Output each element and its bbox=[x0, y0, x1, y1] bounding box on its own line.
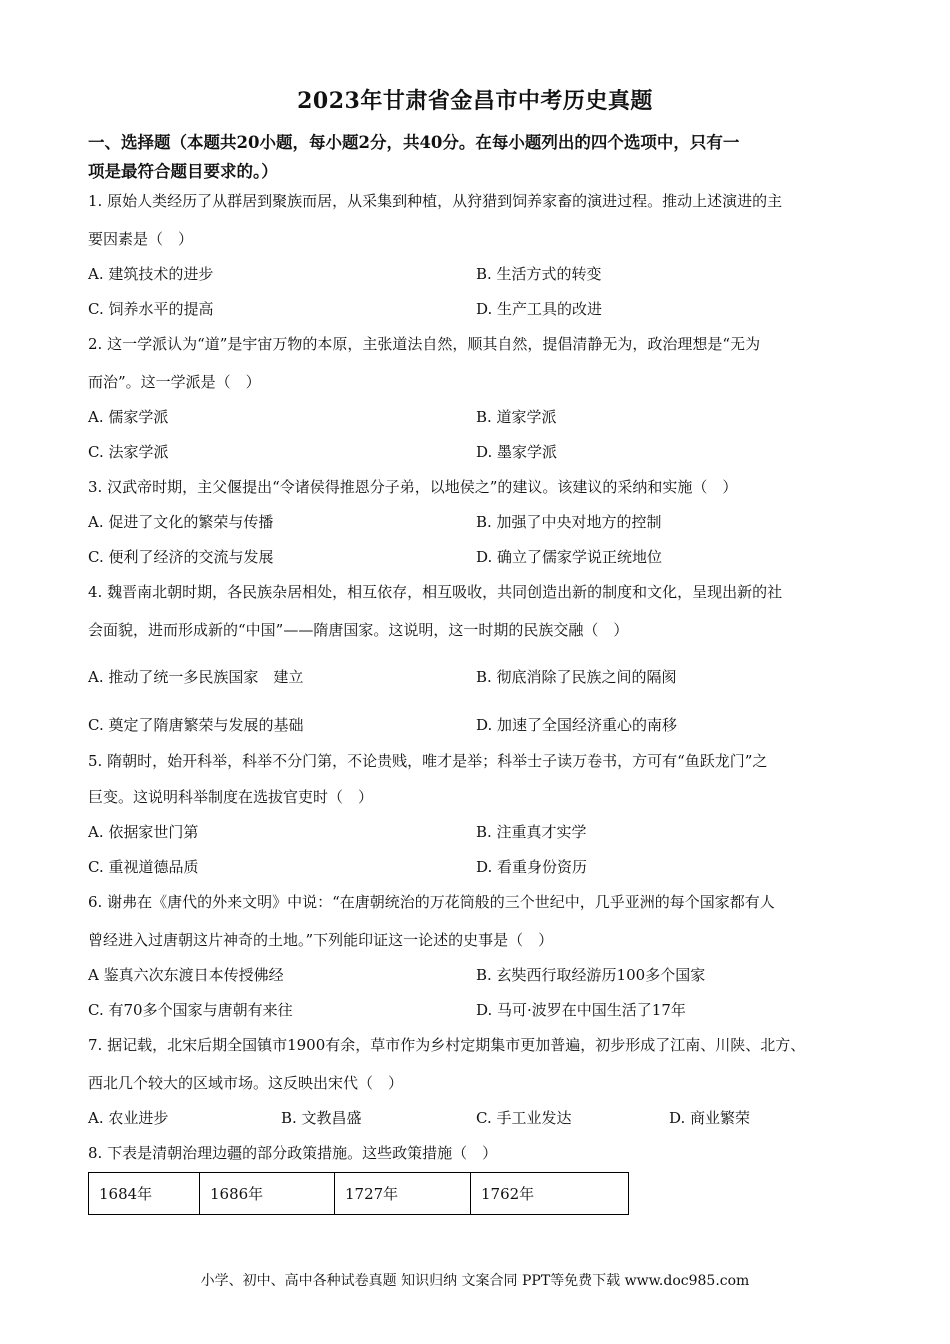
table-cell-1727: 1727年 bbox=[335, 1173, 471, 1215]
q5-option-d: D. 看重身份资历 bbox=[476, 858, 588, 876]
q3-option-d: D. 确立了儒家学说正统地位 bbox=[476, 548, 663, 566]
q1-stem-line1: 1. 原始人类经历了从群居到聚族而居，从采集到种植，从狩猎到饲养家畜的演进过程。推动上述演进的主 bbox=[88, 192, 783, 210]
q4-option-a: A. 推动了统一多民族国家 建立 bbox=[88, 668, 304, 686]
q4-option-c: C. 奠定了隋唐繁荣与发展的基础 bbox=[88, 716, 304, 734]
table-cell-1684: 1684年 bbox=[89, 1173, 200, 1215]
q5-stem-line1: 5. 隋朝时，始开科举，科举不分门第，不论贵贱，唯才是举；科举士子读万卷书，方可有“鱼跃龙门”之 bbox=[88, 752, 768, 770]
q1-option-c: C. 饲养水平的提高 bbox=[88, 300, 214, 318]
q1-option-b: B. 生活方式的转变 bbox=[476, 265, 602, 283]
page-footer: 小学、初中、高中各种试卷真题 知识归纳 文案合同 PPT等免费下载 www.doc985.com bbox=[200, 1273, 750, 1289]
q1-option-a: A. 建筑技术的进步 bbox=[88, 265, 214, 283]
q6-stem-line2: 曾经进入过唐朝这片神奇的土地。”下列能印证这一论述的史事是（ ） bbox=[88, 931, 554, 949]
q4-option-d: D. 加速了全国经济重心的南移 bbox=[476, 716, 678, 734]
q6-stem-line1: 6. 谢弗在《唐代的外来文明》中说：“在唐朝统治的万花筒般的三个世纪中，几乎亚洲的每个国家都有人 bbox=[88, 893, 775, 911]
q5-option-b: B. 注重真才实学 bbox=[476, 823, 587, 841]
q7-option-d: D. 商业繁荣 bbox=[669, 1109, 751, 1127]
table-row bbox=[89, 1173, 629, 1215]
q6-option-a: A 鉴真六次东渡日本传授佛经 bbox=[88, 966, 284, 984]
q5-stem-line2: 巨变。这说明科举制度在选拔官吏时（ ） bbox=[88, 788, 374, 806]
table-cell-1762: 1762年 bbox=[471, 1173, 629, 1215]
q2-stem-line1: 2. 这一学派认为“道”是宇宙万物的本原，主张道法自然，顺其自然，提倡清静无为，政治理想是“无为 bbox=[88, 335, 761, 353]
q7-stem-line1: 7. 据记载，北宋后期全国镇市1900有余，草市作为乡村定期集市更加普遍，初步形成了江南、川陕、北方、 bbox=[88, 1036, 806, 1054]
section-heading-line1: 一、选择题（本题共20小题，每小题2分，共40分。在每小题列出的四个选项中，只有一 bbox=[88, 133, 740, 152]
q8-stem-line1: 8. 下表是清朝治理边疆的部分政策措施。这些政策措施（ ） bbox=[88, 1144, 498, 1162]
q8-policy-table bbox=[88, 1172, 629, 1215]
q4-stem-line1: 4. 魏晋南北朝时期，各民族杂居相处，相互依存，相互吸收，共同创造出新的制度和文化，呈现出新的社 bbox=[88, 583, 783, 601]
page-title: 2023年甘肃省金昌市中考历史真题 bbox=[297, 88, 653, 114]
q6-option-b: B. 玄奘西行取经游历100多个国家 bbox=[476, 966, 706, 984]
q3-option-b: B. 加强了中央对地方的控制 bbox=[476, 513, 662, 531]
q3-option-c: C. 便利了经济的交流与发展 bbox=[88, 548, 274, 566]
q1-stem-line2: 要因素是（ ） bbox=[88, 230, 194, 248]
q2-option-c: C. 法家学派 bbox=[88, 443, 169, 461]
q2-option-d: D. 墨家学派 bbox=[476, 443, 558, 461]
q2-option-b: B. 道家学派 bbox=[476, 408, 557, 426]
section-heading-line2: 项是最符合题目要求的。） bbox=[88, 162, 278, 181]
q7-option-a: A. 农业进步 bbox=[88, 1109, 169, 1127]
q1-option-d: D. 生产工具的改进 bbox=[476, 300, 603, 318]
q5-option-c: C. 重视道德品质 bbox=[88, 858, 199, 876]
q3-stem-line1: 3. 汉武帝时期，主父偃提出“令诸侯得推恩分子弟，以地侯之”的建议。该建议的采纳和实施（ ） bbox=[88, 478, 738, 496]
q2-option-a: A. 儒家学派 bbox=[88, 408, 169, 426]
q2-stem-line2: 而治”。这一学派是（ ） bbox=[88, 373, 261, 391]
q7-option-c: C. 手工业发达 bbox=[476, 1109, 572, 1127]
q4-option-b: B. 彻底消除了民族之间的隔阂 bbox=[476, 668, 677, 686]
q6-option-c: C. 有70多个国家与唐朝有来往 bbox=[88, 1001, 293, 1019]
q6-option-d: D. 马可·波罗在中国生活了17年 bbox=[476, 1001, 686, 1019]
q3-option-a: A. 促进了文化的繁荣与传播 bbox=[88, 513, 274, 531]
q7-stem-line2: 西北几个较大的区域市场。这反映出宋代（ ） bbox=[88, 1074, 404, 1092]
q4-stem-line2: 会面貌，进而形成新的“中国”——隋唐国家。这说明，这一时期的民族交融（ ） bbox=[88, 621, 629, 639]
table-cell-1686: 1686年 bbox=[200, 1173, 335, 1215]
q7-option-b: B. 文教昌盛 bbox=[281, 1109, 362, 1127]
q5-option-a: A. 依据家世门第 bbox=[88, 823, 199, 841]
